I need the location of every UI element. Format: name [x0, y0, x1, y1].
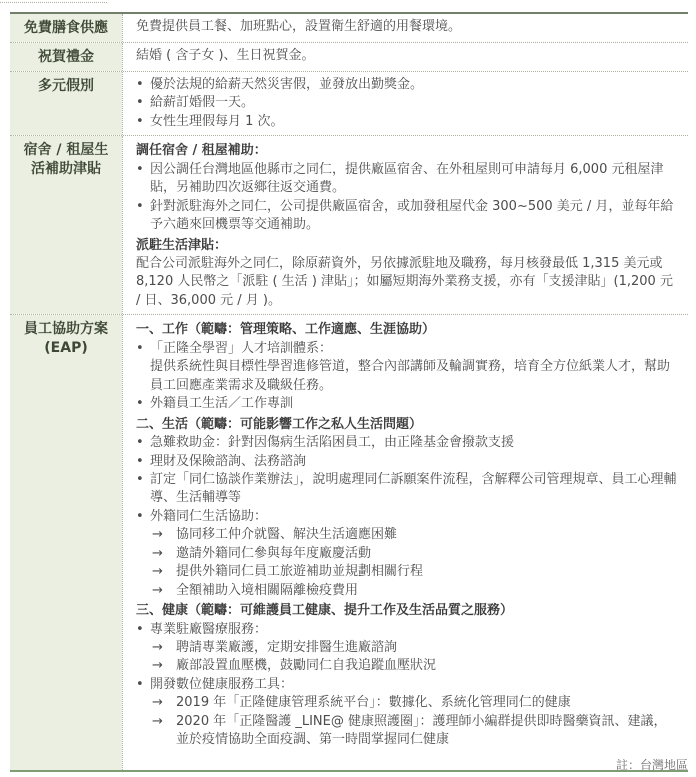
- benefit-item-text: 女性生理假每月 1 次。: [150, 113, 284, 129]
- bullet-icon: •: [136, 198, 144, 214]
- bullet-icon: •: [136, 76, 144, 92]
- eap-section-heading: [136, 602, 678, 620]
- bullet-icon: •: [136, 453, 144, 469]
- benefit-item-text: 一、工作（範疇：管理策略、工作適應、生涯協助）: [136, 322, 436, 338]
- benefit-item-text: 提供系統性與目標性學習進修管道，整合內部講師及輪調實務，培育全方位紙業人才，幫助員工回應產業需求及職級任務。: [150, 359, 671, 393]
- row-label: [10, 14, 122, 42]
- benefit-item-text: 針對派駐海外之同仁，公司提供廠區宿舍，或加發租屋代金 300~500 美元 / 月，並每年給予六趟來回機票等交通補助。: [150, 198, 674, 233]
- arrow-icon: →: [152, 545, 163, 561]
- arrow-icon: →: [152, 658, 163, 674]
- bullet-icon: •: [136, 471, 144, 487]
- benefit-item: [136, 255, 678, 310]
- table-row-free-meals: [10, 14, 688, 42]
- bullet-icon: •: [136, 508, 144, 524]
- benefit-item: [136, 18, 678, 36]
- row-label: [10, 72, 122, 135]
- benefit-item: [136, 395, 678, 413]
- arrow-icon: →: [152, 640, 163, 656]
- bullet-icon: •: [136, 621, 144, 637]
- benefit-item-text: 聘請專業廠護，定期安排醫生進廠諮詢: [176, 640, 398, 656]
- benefit-item: [136, 621, 678, 639]
- bullet-icon: •: [136, 396, 144, 412]
- row-label-text: 祝賀禮金: [38, 49, 94, 65]
- row-content: [122, 14, 688, 42]
- benefit-item: [136, 434, 678, 452]
- row-label: [10, 315, 122, 770]
- benefit-item: [150, 358, 678, 395]
- row-content: [122, 136, 688, 314]
- bullet-icon: •: [136, 435, 144, 451]
- benefit-item: [136, 113, 678, 131]
- benefit-item-text: 急難救助金：針對因傷病生活陷困員工，由正隆基金會撥款支援: [150, 435, 515, 451]
- row-content: [122, 72, 688, 135]
- benefit-subitem: [152, 582, 678, 600]
- benefit-item: [136, 471, 678, 508]
- table-row-congratulatory-gift: [10, 42, 688, 71]
- benefit-item-text: 專業駐廠醫療服務：: [150, 621, 268, 637]
- bullet-icon: •: [136, 161, 144, 177]
- benefit-item: [136, 47, 678, 65]
- bullet-icon: •: [136, 113, 144, 129]
- row-label: [10, 43, 122, 71]
- benefit-item: [136, 676, 678, 694]
- row-label-text: 免費膳食供應: [24, 20, 108, 36]
- table-row-eap: [10, 314, 688, 770]
- footnote: 註：台灣地區: [615, 758, 688, 772]
- benefit-item-text: 廠部設置血壓機，鼓勵同仁自我追蹤血壓狀況: [176, 658, 437, 674]
- row-content: [122, 315, 688, 770]
- benefit-item: [136, 508, 678, 526]
- benefit-item-text: 「正隆全學習」人才培訓體系：: [150, 340, 333, 356]
- benefit-item-text: 三、健康（範疇：可維護員工健康、提升工作及生活品質之服務）: [136, 603, 514, 619]
- benefit-item-text: 邀請外籍同仁參與每年度廠慶活動: [176, 545, 372, 561]
- benefit-item-text: 訂定「同仁協談作業辦法」，說明處理同仁訴願案件流程，含解釋公司管理規章、員工心理輔導、生活輔導等: [150, 471, 677, 506]
- row-label: [10, 136, 122, 314]
- benefit-subitem: [152, 713, 678, 750]
- benefit-subitem: [152, 563, 678, 581]
- arrow-icon: →: [152, 713, 163, 729]
- benefit-item-text: 外籍同仁生活協助：: [150, 508, 268, 524]
- benefit-item-text: 提供外籍同仁員工旅遊補助並規劃相關行程: [176, 564, 424, 580]
- benefit-item: [136, 94, 678, 112]
- benefit-item: [136, 340, 678, 358]
- benefit-item: [136, 453, 678, 471]
- benefit-item-text: 派駐生活津貼：: [136, 237, 228, 253]
- benefit-item: [136, 76, 678, 94]
- row-label-text: 宿舍 / 租屋生: [23, 142, 109, 159]
- benefit-item: [136, 198, 678, 235]
- benefit-item-text: 2019 年「正隆健康管理系統平台」：數據化、系統化管理同仁的健康: [176, 695, 571, 711]
- benefit-item-text: 調任宿舍 / 租屋補助：: [136, 143, 267, 159]
- benefit-item-text: 免費提供員工餐、加班點心，設置衛生舒適的用餐環境。: [136, 19, 462, 34]
- arrow-icon: →: [152, 695, 163, 711]
- benefit-subheading: [136, 237, 678, 255]
- benefit-item-text: 配合公司派駐海外之同仁，除原薪資外，另依據派駐地及職務，每月核發最低 1,315 美元或 8,120 人民幣之「派駐 ( 生活 ) 津貼」；如屬短期海外業務支援，亦有「支援津貼」(1,200 元 / 日、36,000 元 / 月 )。: [136, 255, 673, 308]
- benefit-item-text: 優於法規的給薪天然災害假，並發放出勤獎金。: [150, 76, 424, 92]
- arrow-icon: →: [152, 582, 163, 598]
- table-row-diverse-leave: [10, 71, 688, 135]
- benefit-item-text: 結婚 ( 含子女 )、生日祝賀金。: [136, 48, 315, 63]
- benefit-item-text: 因公調任台灣地區他縣市之同仁，提供廠區宿舍、在外租屋則可申請每月 6,000 元租屋津貼，另補助四次返鄉往返交通費。: [150, 161, 664, 196]
- bullet-icon: •: [136, 95, 144, 111]
- benefit-subitem: [152, 657, 678, 675]
- bullet-icon: •: [136, 340, 144, 356]
- row-label-text: 活補助津貼: [31, 161, 101, 178]
- benefit-item-text: 給薪訂婚假一天。: [150, 95, 255, 111]
- benefits-table: [10, 12, 688, 772]
- benefit-item: [136, 161, 678, 198]
- table-row-housing-allowance: [10, 135, 688, 314]
- benefit-subitem: [152, 545, 678, 563]
- benefit-subitem: [152, 526, 678, 544]
- benefit-item-text: 開發數位健康服務工具：: [150, 676, 294, 692]
- row-label-text: 員工協助方案: [24, 321, 108, 338]
- row-label-text: (EAP): [44, 340, 88, 357]
- arrow-icon: →: [152, 564, 163, 580]
- benefit-item-text: 協同移工仲介就醫、解決生活適應困難: [176, 527, 398, 543]
- eap-section-heading: [136, 321, 678, 339]
- row-content: [122, 43, 688, 71]
- row-label-text: 多元假別: [38, 77, 94, 94]
- eap-section-heading: [136, 416, 678, 434]
- benefit-item-text: 理財及保險諮詢、法務諮詢: [150, 453, 307, 469]
- benefit-item-text: 2020 年「正隆醫護 _LINE@ 健康照護圈」：護理師小編群提供即時醫藥資訊、建議，並於疫情協助全面疫調、第一時間掌握同仁健康: [176, 713, 667, 748]
- benefit-item-text: 外籍員工生活／工作專訓: [150, 396, 294, 412]
- benefit-subitem: [152, 694, 678, 712]
- benefit-item-text: 二、生活（範疇：可能影響工作之私人生活問題）: [136, 416, 423, 432]
- benefit-subheading: [136, 142, 678, 160]
- arrow-icon: →: [152, 527, 163, 543]
- benefit-item-text: 全額補助入境相關隔離檢疫費用: [176, 582, 359, 598]
- top-row-remnant-divider: [0, 2, 107, 3]
- benefit-subitem: [152, 639, 678, 657]
- bullet-icon: •: [136, 676, 144, 692]
